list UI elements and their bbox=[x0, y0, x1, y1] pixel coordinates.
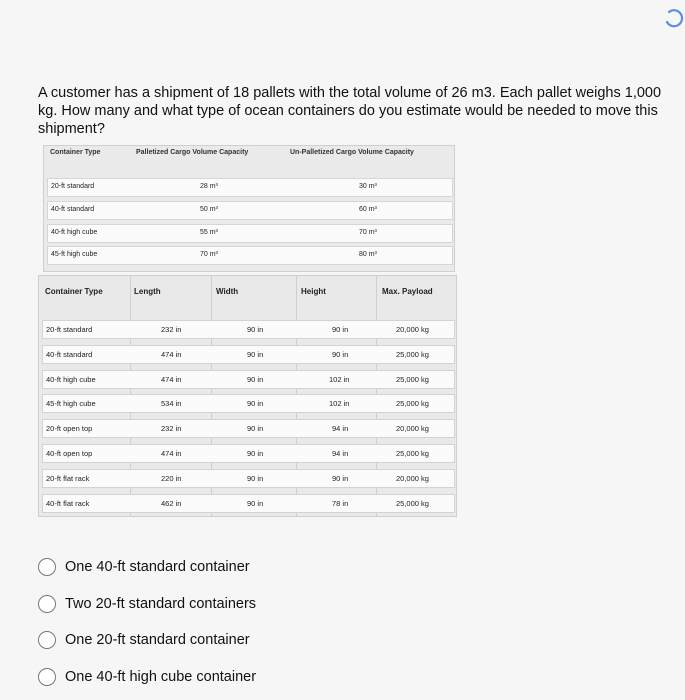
t1-row: 45-ft high cube 70 m³ 80 m³ bbox=[47, 246, 453, 265]
option-label: Two 20-ft standard containers bbox=[65, 596, 257, 612]
t2-row: 40-ft flat rack 462 in 90 in 78 in 25,000 kg bbox=[42, 494, 455, 513]
t1-header-unpalletized: Un-Palletized Cargo Volume Capacity bbox=[290, 149, 414, 156]
volume-capacity-table bbox=[43, 145, 455, 272]
t2-row: 20-ft flat rack 220 in 90 in 90 in 20,000 kg bbox=[42, 469, 455, 488]
radio-button[interactable] bbox=[38, 558, 56, 576]
radio-button[interactable] bbox=[38, 668, 56, 686]
refresh-icon[interactable] bbox=[663, 8, 685, 30]
t2-header-container-type: Container Type bbox=[45, 287, 103, 296]
t2-row: 40-ft high cube 474 in 90 in 102 in 25,000 kg bbox=[42, 370, 455, 389]
t2-row: 45-ft high cube 534 in 90 in 102 in 25,000 kg bbox=[42, 394, 455, 413]
question-text: A customer has a shipment of 18 pallets with the total volume of 26 m3. Each pallet weighs 1,000 kg. How many and what type of ocean containers do you estimate would be needed to move this shipment? bbox=[38, 85, 662, 137]
option-one-40ft-high-cube[interactable] bbox=[38, 665, 256, 689]
t2-header-length: Length bbox=[134, 287, 161, 296]
t1-row: 40-ft high cube 55 m³ 70 m³ bbox=[47, 224, 453, 243]
t1-row: 40-ft standard 50 m³ 60 m³ bbox=[47, 201, 453, 220]
t2-row: 20-ft standard 232 in 90 in 90 in 20,000 kg bbox=[42, 320, 455, 339]
t2-header-max-payload: Max. Payload bbox=[382, 287, 433, 296]
option-label: One 40-ft standard container bbox=[65, 559, 250, 575]
t2-header-height: Height bbox=[301, 287, 326, 296]
t1-header-palletized: Palletized Cargo Volume Capacity bbox=[136, 149, 249, 156]
t2-header-width: Width bbox=[216, 287, 239, 296]
t2-row: 40-ft standard 474 in 90 in 90 in 25,000 kg bbox=[42, 345, 455, 364]
t1-row: 20-ft standard 28 m³ 30 m³ bbox=[47, 178, 453, 197]
t2-row: 20-ft open top 232 in 90 in 94 in 20,000 kg bbox=[42, 419, 455, 438]
option-two-20ft-standard[interactable] bbox=[38, 592, 256, 616]
container-dimensions-table bbox=[38, 275, 457, 517]
t1-header-container-type: Container Type bbox=[50, 149, 101, 156]
t2-row: 40-ft open top 474 in 90 in 94 in 25,000 kg bbox=[42, 444, 455, 463]
option-label: One 40-ft high cube container bbox=[65, 669, 257, 685]
option-label: One 20-ft standard container bbox=[65, 632, 250, 648]
option-one-40ft-standard[interactable] bbox=[38, 555, 250, 579]
option-one-20ft-standard[interactable] bbox=[38, 628, 250, 652]
radio-button[interactable] bbox=[38, 595, 56, 613]
radio-button[interactable] bbox=[38, 631, 56, 649]
